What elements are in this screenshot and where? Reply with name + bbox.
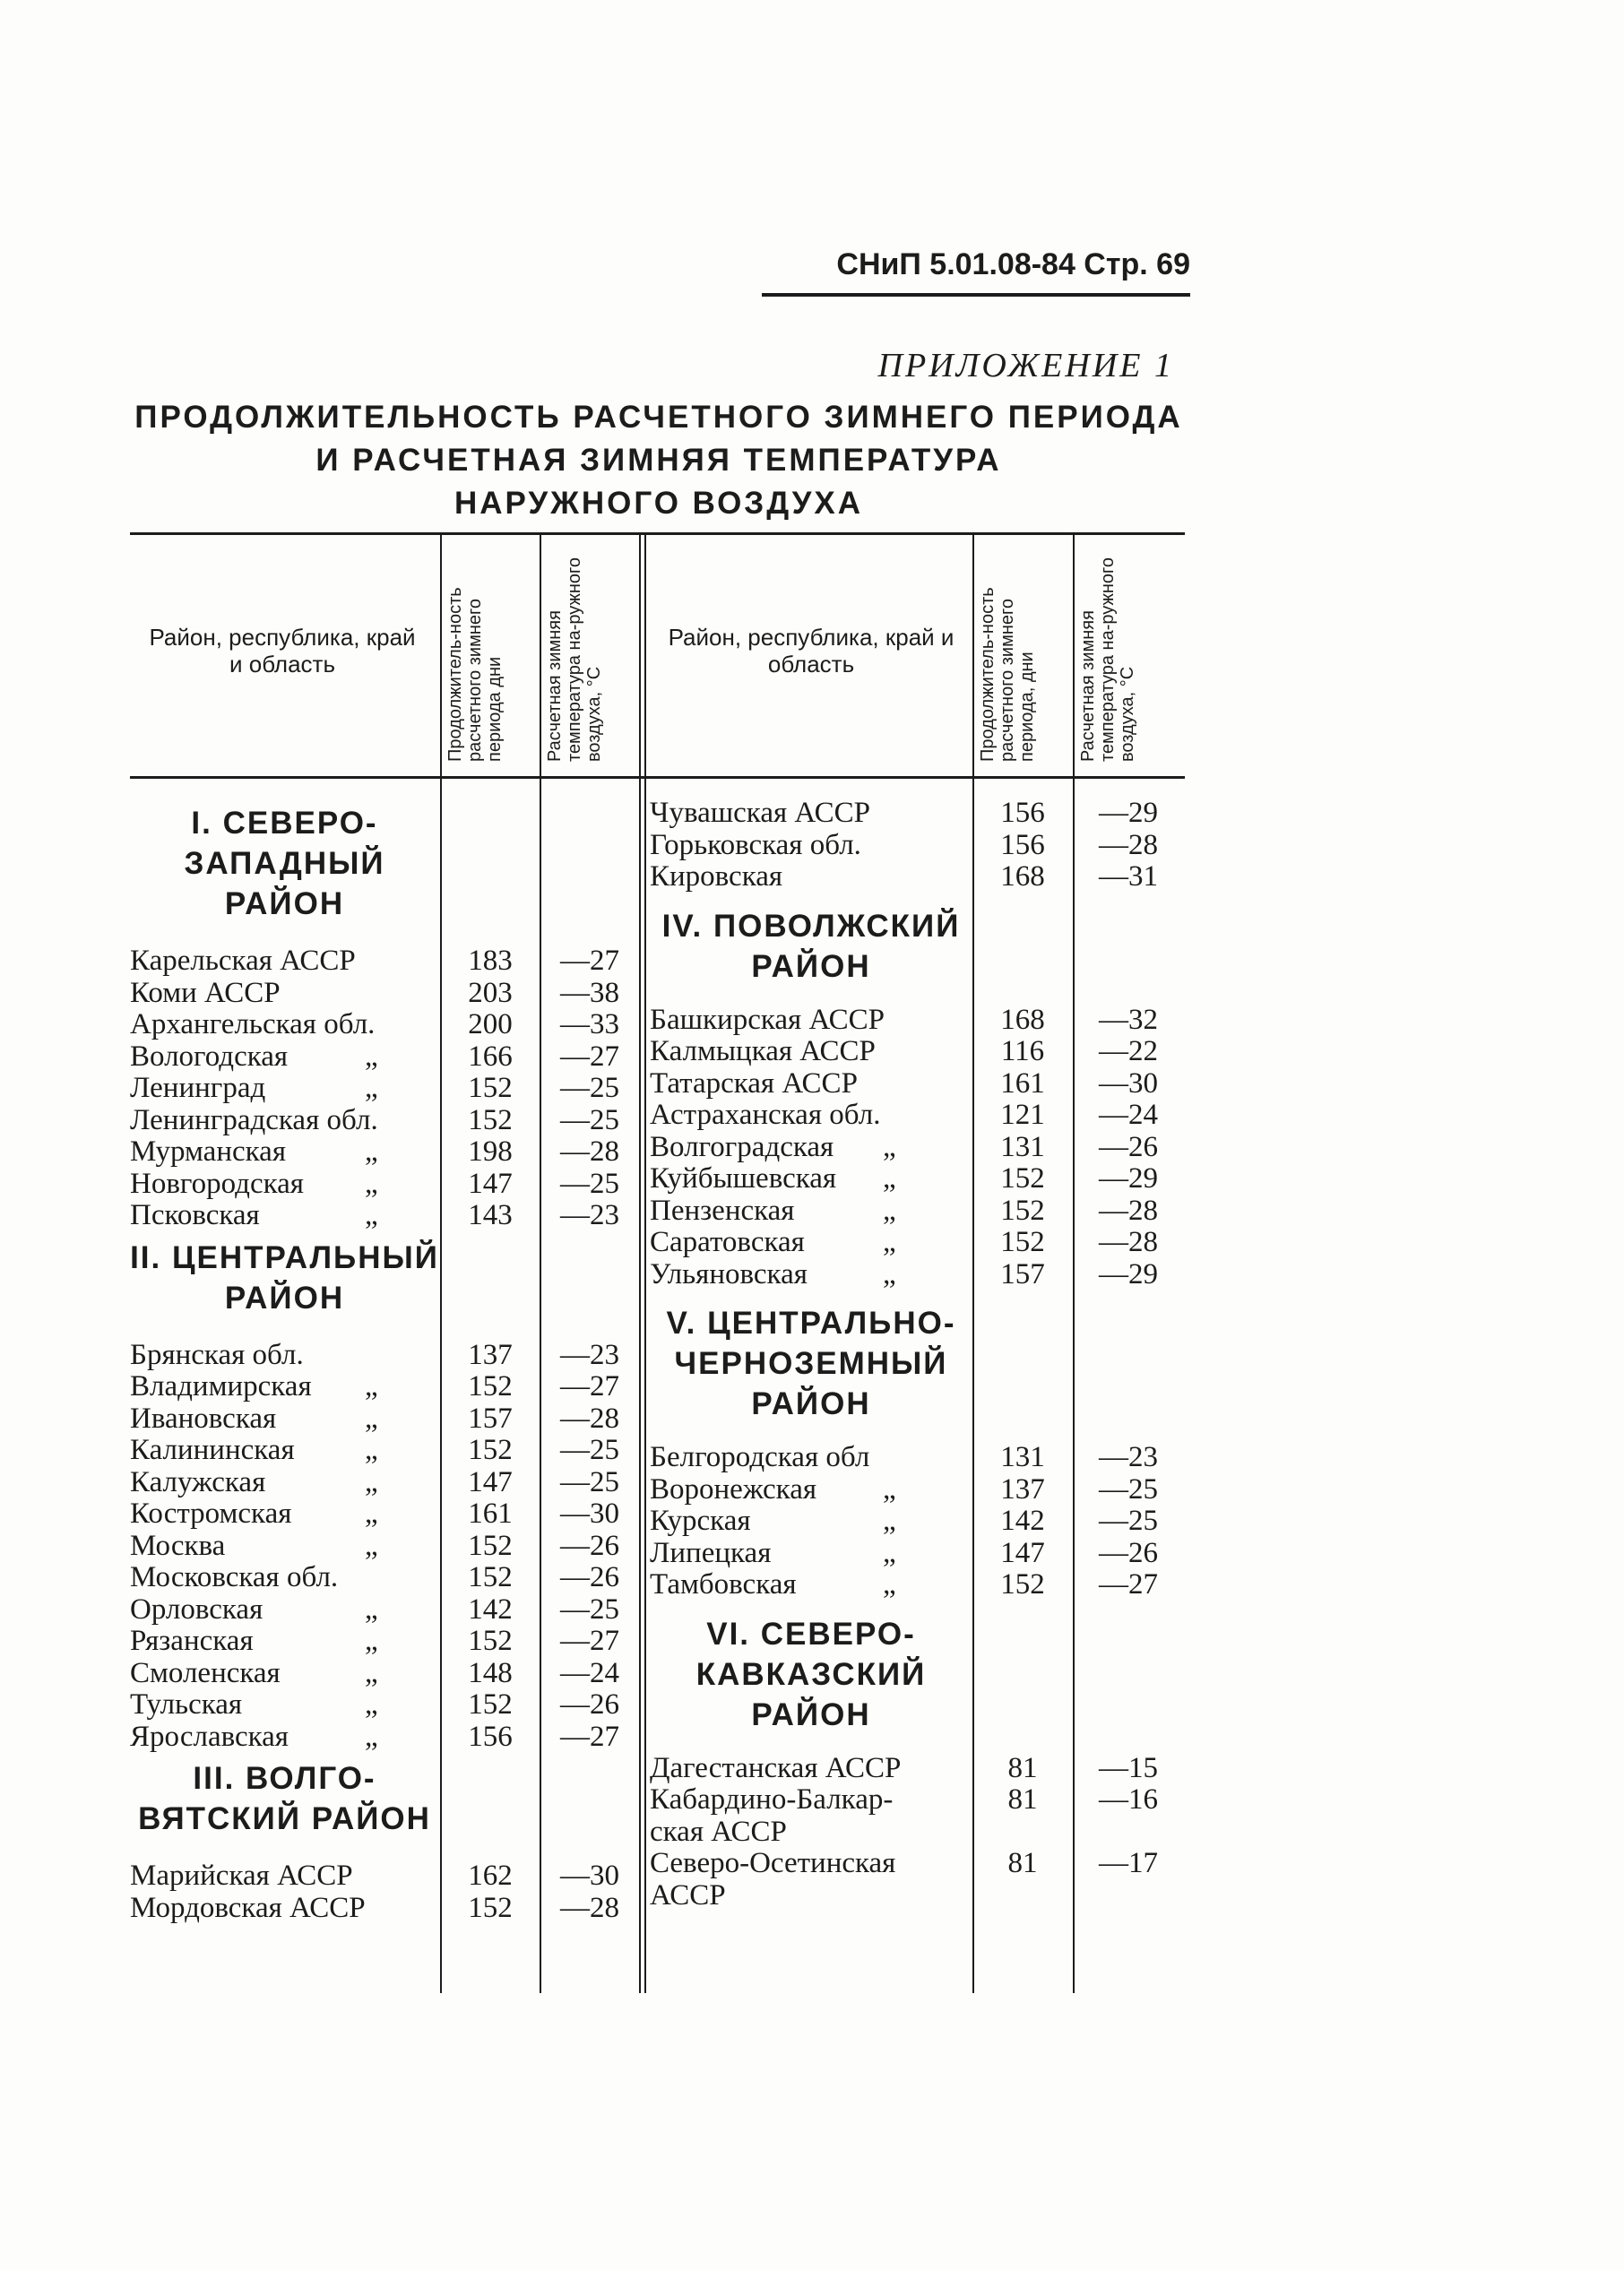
- region-name-cell: Татарская АССР: [650, 1066, 858, 1100]
- ditto-mark: „: [365, 1199, 378, 1231]
- duration-days-cell: 81: [1007, 1847, 1038, 1879]
- table-row: [650, 830, 1185, 862]
- table-left-column: [130, 798, 639, 1924]
- region-heading: [130, 1758, 439, 1839]
- table-row: [650, 1036, 1185, 1068]
- duration-days-cell: 131: [1000, 1441, 1045, 1473]
- temperature-cell: —24: [1099, 1099, 1158, 1131]
- title-line-2: И РАСЧЕТНАЯ ЗИМНЯЯ ТЕМПЕРАТУРА: [315, 443, 1002, 478]
- duration-days-cell: 161: [1000, 1066, 1045, 1100]
- region-heading: [130, 803, 439, 924]
- region-heading-line: РАЙОН: [224, 886, 345, 921]
- region-heading-line: ВЯТСКИЙ РАЙОН: [138, 1801, 431, 1836]
- region-heading: [650, 906, 972, 987]
- temperature-cell: —27: [560, 1040, 619, 1073]
- temperature-cell: —30: [1099, 1066, 1158, 1100]
- temperature-cell: —25: [560, 1465, 619, 1498]
- col-header-temperature-right: Расчетная зимняя температура на-ружного воздуха, °С: [1078, 557, 1137, 762]
- temperature-cell: —25: [1099, 1472, 1158, 1506]
- region-name-cell: Астраханская обл.: [650, 1099, 881, 1131]
- table-row: [130, 945, 639, 978]
- duration-days-cell: 81: [1007, 1751, 1038, 1784]
- duration-days-cell: 168: [1000, 860, 1045, 893]
- table-row: [130, 1722, 639, 1754]
- temperature-cell: —17: [1099, 1847, 1158, 1879]
- region-name-cell: Марийская АССР: [130, 1860, 353, 1892]
- table-row: [650, 1442, 1185, 1474]
- region-name-cell: Калужская: [130, 1465, 266, 1498]
- temperature-cell: —28: [1099, 828, 1158, 861]
- duration-days-cell: 152: [1000, 1194, 1045, 1227]
- duration-days-cell: 142: [468, 1592, 513, 1626]
- table-row: [650, 1506, 1185, 1538]
- region-name-cell: ская АССР: [650, 1815, 787, 1848]
- temperature-cell: —26: [560, 1688, 619, 1721]
- region-name-cell: Рязанская: [130, 1625, 254, 1657]
- table-row: [650, 1569, 1185, 1601]
- region-name-cell: Владимирская: [130, 1370, 312, 1403]
- duration-days-cell: 148: [468, 1656, 513, 1689]
- duration-days-cell: 152: [468, 1103, 513, 1136]
- table-row: [130, 1562, 639, 1594]
- table-row: [130, 1626, 639, 1658]
- region-name-cell: Вологодская: [130, 1040, 289, 1073]
- duration-days-cell: 121: [1000, 1099, 1045, 1131]
- temperature-cell: —30: [560, 1860, 619, 1892]
- table-row: [650, 1784, 1185, 1817]
- region-name-cell: Тульская: [130, 1688, 243, 1721]
- duration-days-cell: 152: [468, 1529, 513, 1562]
- region-name-cell: Архангельская обл.: [130, 1008, 376, 1040]
- region-name-cell: Кабардино-Балкар-: [650, 1783, 894, 1816]
- region-name-cell: Брянская обл.: [130, 1338, 304, 1371]
- region-name-cell: Ивановская: [130, 1402, 277, 1435]
- region-name-cell: Курская: [650, 1505, 751, 1537]
- duration-days-cell: 203: [468, 976, 513, 1009]
- table-row: [130, 1041, 639, 1074]
- duration-days-cell: 147: [468, 1167, 513, 1200]
- temperature-cell: —25: [560, 1434, 619, 1466]
- table-row: [650, 1195, 1185, 1228]
- temperature-cell: —27: [560, 1720, 619, 1753]
- ditto-mark: „: [883, 1505, 896, 1537]
- temperature-cell: —28: [560, 1135, 619, 1168]
- duration-days-cell: 152: [1000, 1162, 1045, 1195]
- table-row: [130, 1403, 639, 1436]
- region-heading-line: I. СЕВЕРО-: [191, 806, 378, 841]
- region-name-cell: Белгородская обл: [650, 1441, 870, 1473]
- ditto-mark: „: [365, 1625, 378, 1657]
- table-row: [130, 1689, 639, 1722]
- region-name-cell: АССР: [650, 1878, 726, 1912]
- duration-days-cell: 152: [1000, 1568, 1045, 1601]
- region-name-cell: Коми АССР: [130, 976, 281, 1009]
- region-name-cell: Новгородская: [130, 1167, 304, 1200]
- duration-days-cell: 183: [468, 945, 513, 977]
- ditto-mark: „: [365, 1370, 378, 1403]
- region-name-cell: Орловская: [130, 1592, 263, 1626]
- region-name-cell: Ульяновская: [650, 1257, 808, 1290]
- temperature-cell: —25: [560, 1592, 619, 1626]
- ditto-mark: „: [365, 1072, 378, 1104]
- region-heading: [650, 1303, 972, 1424]
- table-row: [130, 1531, 639, 1563]
- temperature-cell: —28: [560, 1402, 619, 1435]
- ditto-mark: „: [365, 1465, 378, 1498]
- col-divider-3a: [639, 532, 641, 1993]
- table-row: [130, 978, 639, 1010]
- ditto-mark: „: [883, 1472, 896, 1506]
- table-row: [130, 1340, 639, 1372]
- table-right-column: [650, 798, 1185, 1912]
- table-row: [130, 1893, 639, 1925]
- table-row: [130, 1009, 639, 1041]
- duration-days-cell: 200: [468, 1008, 513, 1040]
- region-name-cell: Башкирская АССР: [650, 1003, 885, 1036]
- table-header-rule: [130, 776, 1185, 779]
- table-row: [130, 1200, 639, 1232]
- table-row: [650, 1005, 1185, 1037]
- table-row: [650, 1100, 1185, 1132]
- duration-days-cell: 166: [468, 1040, 513, 1073]
- table-top-rule: [130, 532, 1185, 535]
- ditto-mark: „: [365, 1135, 378, 1168]
- ditto-mark: „: [365, 1529, 378, 1562]
- table-row: [130, 1371, 639, 1403]
- region-name-cell: Куйбышевская: [650, 1162, 837, 1195]
- table-row: [650, 1227, 1185, 1259]
- duration-days-cell: 152: [468, 1434, 513, 1466]
- temperature-cell: —29: [1099, 1162, 1158, 1195]
- duration-days-cell: 81: [1007, 1783, 1038, 1816]
- temperature-cell: —27: [1099, 1568, 1158, 1601]
- region-name-cell: Костромская: [130, 1498, 292, 1530]
- col-header-duration-right: Продолжитель-ность расчетного зимнего периода, дни: [978, 587, 1037, 762]
- region-name-cell: Северо-Осетинская: [650, 1847, 896, 1879]
- region-name-cell: Саратовская: [650, 1226, 805, 1258]
- table-row: [130, 1105, 639, 1137]
- ditto-mark: „: [365, 1434, 378, 1466]
- appendix-label: ПРИЛОЖЕНИЕ 1: [877, 347, 1174, 384]
- region-name-cell: Ярославская: [130, 1720, 289, 1753]
- document-title: [117, 396, 1201, 525]
- table-row: [130, 1594, 639, 1627]
- ditto-mark: „: [365, 1498, 378, 1530]
- region-heading: [130, 1238, 439, 1318]
- col-divider-3b: [644, 532, 646, 1993]
- temperature-cell: —28: [1099, 1226, 1158, 1258]
- ditto-mark: „: [365, 1167, 378, 1200]
- table-row: [650, 1848, 1185, 1880]
- ditto-mark: „: [883, 1568, 896, 1601]
- temperature-cell: —24: [560, 1656, 619, 1689]
- ditto-mark: „: [365, 1040, 378, 1073]
- ditto-mark: „: [365, 1592, 378, 1626]
- table-row: [650, 1068, 1185, 1100]
- duration-days-cell: 147: [1000, 1536, 1045, 1569]
- temperature-cell: —22: [1099, 1035, 1158, 1067]
- ditto-mark: „: [883, 1536, 896, 1569]
- temperature-cell: —23: [560, 1199, 619, 1231]
- temperature-cell: —31: [1099, 860, 1158, 893]
- temperature-cell: —32: [1099, 1003, 1158, 1036]
- temperature-cell: —38: [560, 976, 619, 1009]
- title-line-3: НАРУЖНОГО ВОЗДУХА: [454, 486, 863, 521]
- temperature-cell: —27: [560, 1370, 619, 1403]
- region-heading-line: РАЙОН: [751, 1696, 871, 1732]
- page-header-ref: СНиП 5.01.08-84 Стр. 69: [762, 247, 1190, 297]
- region-name-cell: Воронежская: [650, 1472, 817, 1506]
- temperature-cell: —27: [560, 945, 619, 977]
- table-row: [130, 1860, 639, 1893]
- duration-days-cell: 152: [468, 1561, 513, 1593]
- region-heading-line: РАЙОН: [224, 1280, 345, 1316]
- region-heading-line: V. ЦЕНТРАЛЬНО-: [666, 1306, 956, 1341]
- region-name-cell: Чувашская АССР: [650, 797, 870, 829]
- region-name-cell: Смоленская: [130, 1656, 281, 1689]
- temperature-cell: —16: [1099, 1783, 1158, 1816]
- duration-days-cell: 142: [1000, 1505, 1045, 1537]
- region-name-cell: Калининская: [130, 1434, 295, 1466]
- duration-days-cell: 137: [1000, 1472, 1045, 1506]
- temperature-cell: —27: [560, 1625, 619, 1657]
- table-row: [650, 1753, 1185, 1785]
- table-row: [130, 1169, 639, 1201]
- region-heading-line: IV. ПОВОЛЖСКИЙ: [661, 908, 961, 944]
- table-row: [650, 1163, 1185, 1195]
- region-name-cell: Тамбовская: [650, 1568, 797, 1601]
- duration-days-cell: 131: [1000, 1130, 1045, 1163]
- table-row: [650, 1880, 1185, 1912]
- duration-days-cell: 147: [468, 1465, 513, 1498]
- table-row: [130, 1467, 639, 1499]
- table-row: [650, 1538, 1185, 1570]
- col-header-duration-left: Продолжитель-ность расчетного зимнего периода дни: [445, 587, 505, 762]
- duration-days-cell: 162: [468, 1860, 513, 1892]
- ditto-mark: „: [883, 1162, 896, 1195]
- region-name-cell: Дагестанская АССР: [650, 1751, 902, 1784]
- region-heading-line: РАЙОН: [751, 1386, 871, 1421]
- duration-days-cell: 116: [1000, 1035, 1045, 1067]
- region-name-cell: Кировская: [650, 860, 783, 893]
- region-name-cell: Московская обл.: [130, 1561, 339, 1593]
- temperature-cell: —15: [1099, 1751, 1158, 1784]
- duration-days-cell: 156: [468, 1720, 513, 1753]
- region-heading-line: II. ЦЕНТРАЛЬНЫЙ: [130, 1239, 439, 1275]
- region-name-cell: Горьковская обл.: [650, 828, 861, 861]
- ditto-mark: „: [365, 1402, 378, 1435]
- temperature-cell: —28: [1099, 1194, 1158, 1227]
- region-heading-line: VI. СЕВЕРО-: [706, 1616, 916, 1652]
- ditto-mark: „: [365, 1720, 378, 1753]
- duration-days-cell: 152: [468, 1625, 513, 1657]
- ditto-mark: „: [365, 1688, 378, 1721]
- table-row: [130, 1073, 639, 1105]
- duration-days-cell: 152: [468, 1370, 513, 1403]
- temperature-cell: —23: [1099, 1441, 1158, 1473]
- temperature-cell: —29: [1099, 1257, 1158, 1290]
- temperature-cell: —26: [560, 1561, 619, 1593]
- temperature-cell: —26: [1099, 1130, 1158, 1163]
- col-header-temperature-left: Расчетная зимняя температура на-ружного воздуха, °С: [545, 557, 604, 762]
- temperature-cell: —26: [560, 1529, 619, 1562]
- temperature-cell: —30: [560, 1498, 619, 1530]
- region-name-cell: Ленинград: [130, 1072, 266, 1104]
- duration-days-cell: 152: [468, 1688, 513, 1721]
- temperature-cell: —29: [1099, 797, 1158, 829]
- table-row: [130, 1498, 639, 1531]
- region-name-cell: Калмыцкая АССР: [650, 1035, 876, 1067]
- region-heading: [650, 1614, 972, 1735]
- region-name-cell: Ленинградская обл.: [130, 1103, 378, 1136]
- duration-days-cell: 143: [468, 1199, 513, 1231]
- table-row: [650, 861, 1185, 893]
- temperature-cell: —25: [1099, 1505, 1158, 1537]
- title-line-1: ПРОДОЛЖИТЕЛЬНОСТЬ РАСЧЕТНОГО ЗИМНЕГО ПЕРИОДА: [134, 400, 1183, 435]
- duration-days-cell: 156: [1000, 828, 1045, 861]
- ditto-mark: „: [883, 1226, 896, 1258]
- region-name-cell: Волгоградская: [650, 1130, 834, 1163]
- temperature-cell: —25: [560, 1072, 619, 1104]
- temperature-cell: —28: [560, 1891, 619, 1924]
- region-name-cell: Мордовская АССР: [130, 1891, 366, 1924]
- duration-days-cell: 157: [1000, 1257, 1045, 1290]
- region-name-cell: Москва: [130, 1529, 226, 1562]
- region-name-cell: Карельская АССР: [130, 945, 356, 977]
- region-heading-line: РАЙОН: [751, 948, 871, 984]
- region-name-cell: Пензенская: [650, 1194, 795, 1227]
- temperature-cell: —26: [1099, 1536, 1158, 1569]
- duration-days-cell: 137: [468, 1338, 513, 1371]
- duration-days-cell: 168: [1000, 1003, 1045, 1036]
- table-row: [130, 1435, 639, 1467]
- col-header-region-right: Район, республика, край и область: [668, 624, 955, 678]
- ditto-mark: „: [883, 1130, 896, 1163]
- table-row: [650, 1817, 1185, 1849]
- table-row: [650, 798, 1185, 830]
- duration-days-cell: 156: [1000, 797, 1045, 829]
- duration-days-cell: 161: [468, 1498, 513, 1530]
- duration-days-cell: 152: [468, 1072, 513, 1104]
- temperature-cell: —25: [560, 1167, 619, 1200]
- duration-days-cell: 152: [468, 1891, 513, 1924]
- col-header-region-left: Район, республика, край и область: [149, 624, 416, 678]
- duration-days-cell: 157: [468, 1402, 513, 1435]
- temperature-cell: —25: [560, 1103, 619, 1136]
- table-row: [650, 1474, 1185, 1506]
- ditto-mark: „: [365, 1656, 378, 1689]
- table-row: [130, 1658, 639, 1690]
- region-name-cell: Мурманская: [130, 1135, 286, 1168]
- duration-days-cell: 198: [468, 1135, 513, 1168]
- table-row: [650, 1259, 1185, 1291]
- region-heading-line: III. ВОЛГО-: [193, 1761, 376, 1796]
- table-row: [130, 1136, 639, 1169]
- region-name-cell: Липецкая: [650, 1536, 772, 1569]
- duration-days-cell: 152: [1000, 1226, 1045, 1258]
- region-name-cell: Псковская: [130, 1199, 260, 1231]
- ditto-mark: „: [883, 1194, 896, 1227]
- region-heading-line: ЗАПАДНЫЙ: [184, 846, 385, 881]
- region-heading-line: ЧЕРНОЗЕМНЫЙ: [674, 1346, 948, 1381]
- ditto-mark: „: [883, 1257, 896, 1290]
- temperature-cell: —23: [560, 1338, 619, 1371]
- region-heading-line: КАВКАЗСКИЙ: [695, 1656, 927, 1692]
- temperature-cell: —33: [560, 1008, 619, 1040]
- table-row: [650, 1132, 1185, 1164]
- climate-table: [130, 532, 1185, 1993]
